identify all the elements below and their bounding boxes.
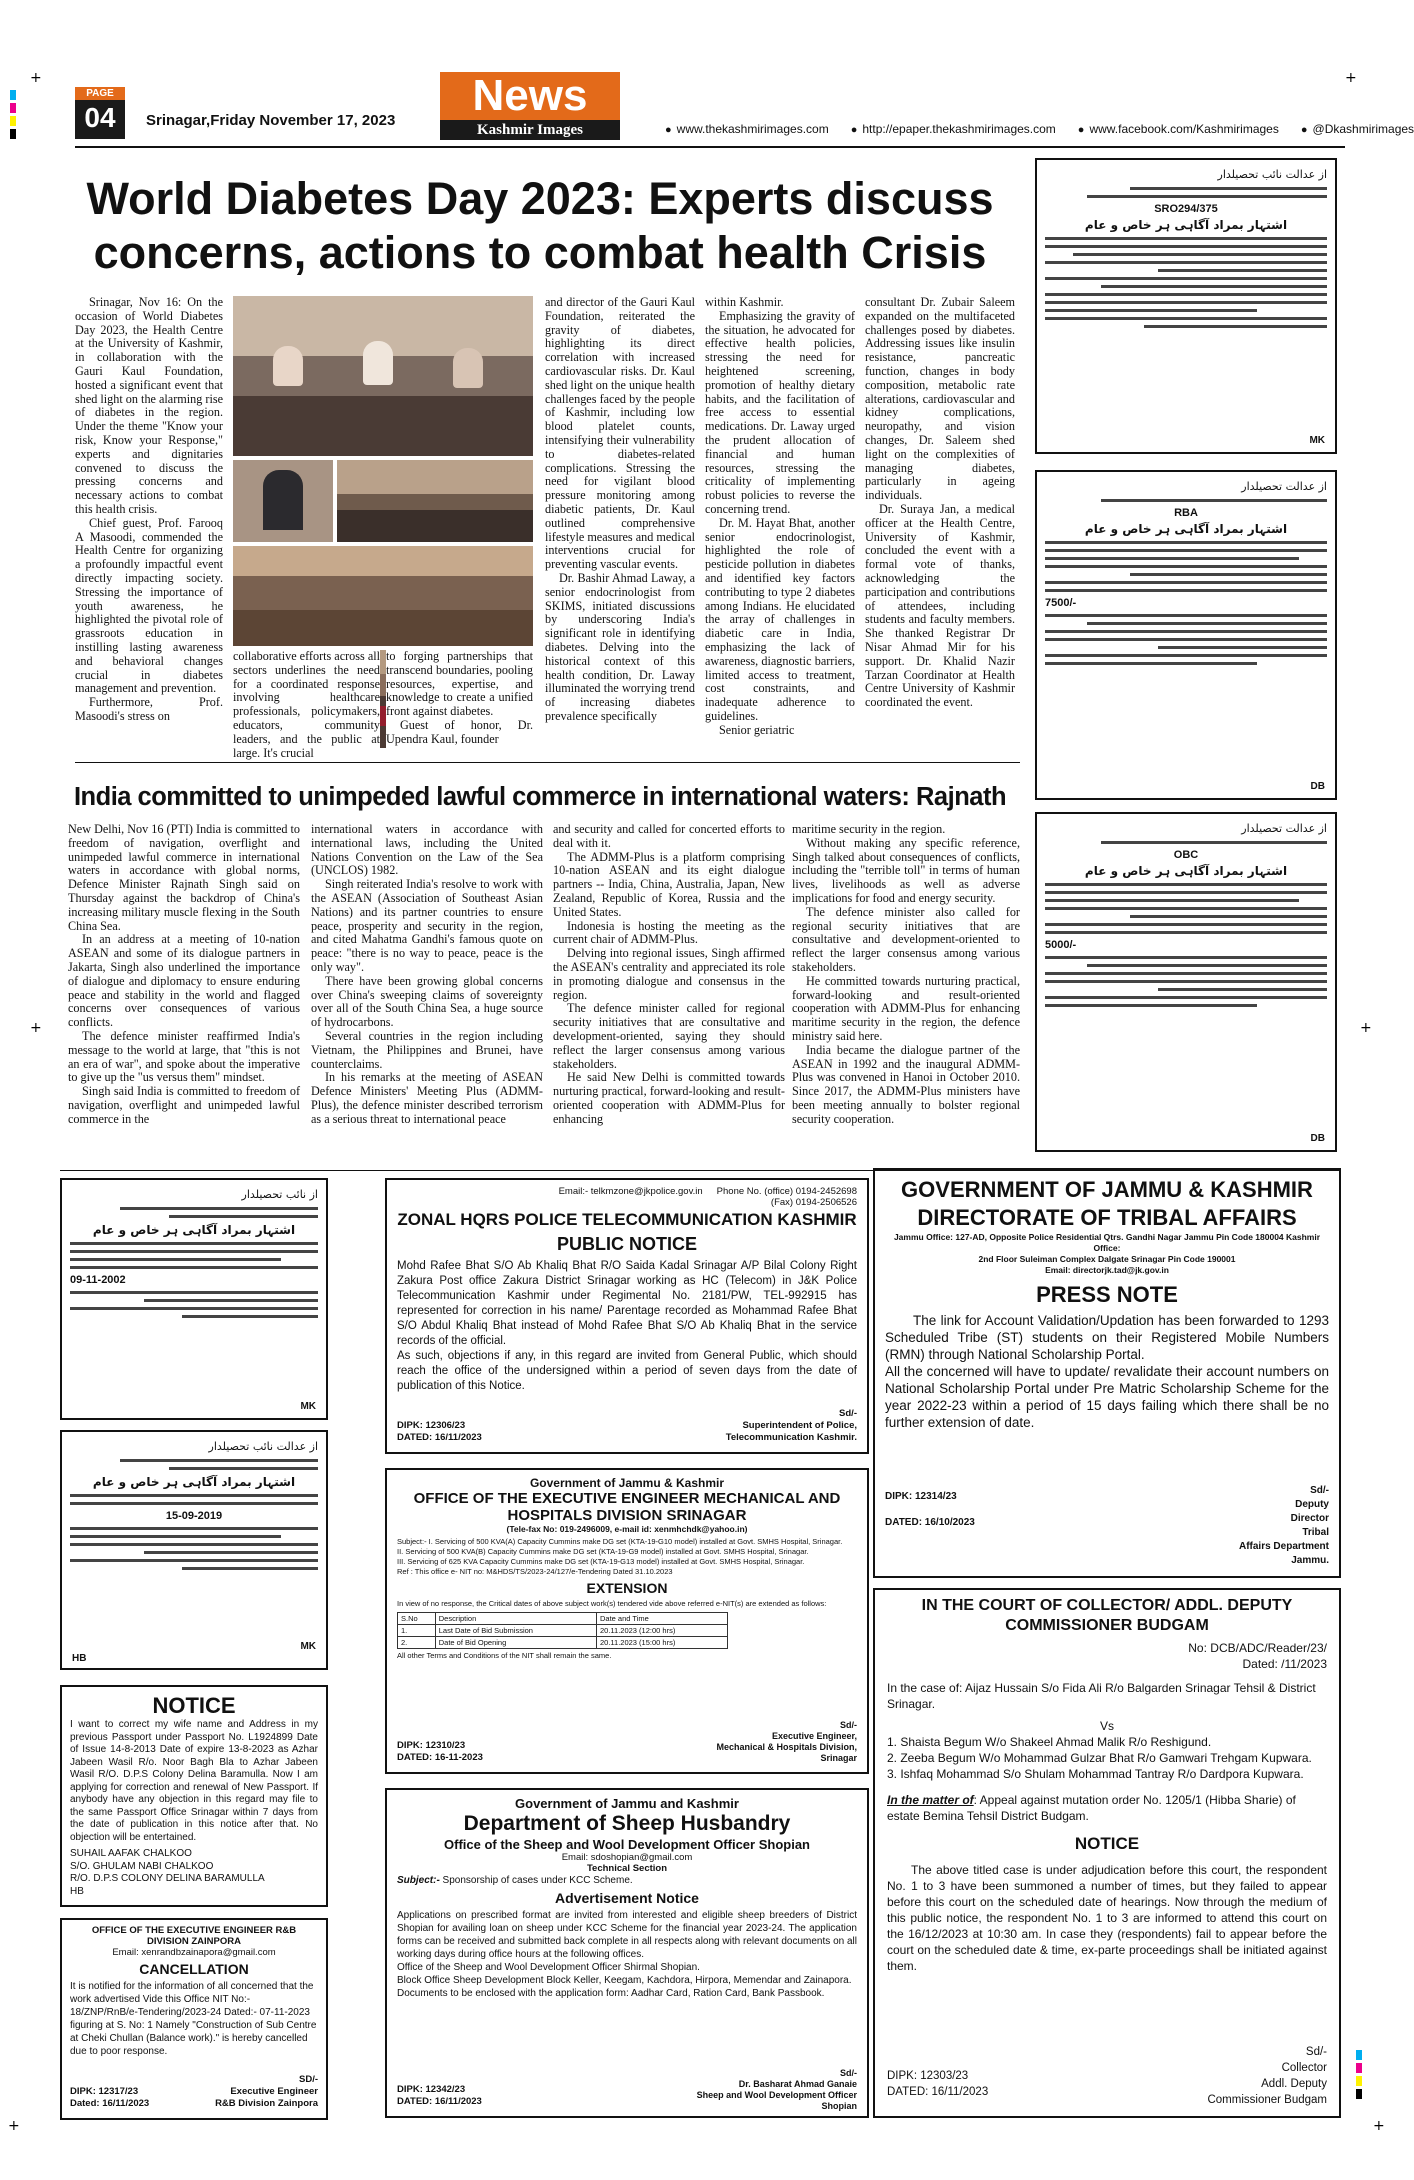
paragraph: Furthermore, Prof. Masoodi's stress on — [75, 695, 223, 723]
signature-block — [215, 2074, 318, 2110]
applicant-parent: S/O. GHULAM NABI CHALKOO — [70, 1860, 214, 1872]
ad-date: 09-11-2002 — [70, 1274, 126, 1286]
story1-column-6 — [865, 296, 1015, 748]
signature-line: Sd/- — [1310, 1485, 1329, 1496]
crop-mark: + — [8, 2118, 20, 2134]
respondent: 1. Shaista Begum W/o Shakeel Ahmad Malik R/o Reshigund. — [887, 1735, 1212, 1749]
ad-title: اشتہار بمراد آگاہی ہر خاص و عام — [1084, 864, 1288, 878]
crop-mark: + — [1360, 1020, 1372, 1036]
color-bar — [1356, 2050, 1362, 2099]
crop-mark: + — [1373, 2118, 1385, 2134]
paragraph: Guest of honor, Dr. Upendra Kaul, founder — [386, 717, 533, 746]
signature-line: Affairs Department — [1238, 1541, 1329, 1552]
paragraph: Singh reiterated India's resolve to work with the ASEAN (Association of Southeast Asian Nations) and its partner countries to ensure peace, prosperity and security in the region, and cited Mahatma Gandhi's famous quote on peace: "there is no way to peace, peace is the only way". — [311, 877, 543, 974]
notice-body: Office of the Sheep and Wool Development Officer Shirmal Shopian. — [397, 1962, 700, 1973]
crop-mark: + — [30, 70, 42, 86]
notice-subtitle: DIRECTORATE OF TRIBAL AFFAIRS — [917, 1205, 1297, 1230]
story1-column-2 — [233, 649, 380, 760]
urdu-heading: از نائب تحصیلدار — [241, 1188, 318, 1201]
table-header: S.No — [398, 1613, 436, 1625]
notice-body: All the concerned will have to update/ revalidate their account numbers on National Scholarship Portal under Pre Matric Scholarship Scheme for the year 2022-23 within a period of 15 days failing which there shall be no further extension of date. — [885, 1364, 1329, 1430]
table-row — [398, 1637, 728, 1649]
table-cell: Date of Bid Opening — [435, 1637, 596, 1649]
signature-line: Deputy — [1295, 1499, 1329, 1510]
notice-heading: Advertisement Notice — [555, 1890, 699, 1906]
office-address: Jammu Office: 127-AD, Opposite Police Residential Qtrs. Gandhi Nagar Jammu Pin Code 180004 Kashmir Office: — [893, 1232, 1321, 1253]
signature-line: SD/- — [299, 2074, 318, 2085]
tribal-affairs-press-note — [873, 1168, 1341, 1578]
crop-mark: + — [1345, 70, 1357, 86]
case-date: Dated: /11/2023 — [1242, 1657, 1327, 1671]
dipk-number: DIPK: 12314/23 — [885, 1491, 957, 1502]
ad-badge: RBA — [1174, 507, 1198, 519]
website-link[interactable]: ● www.thekashmirimages.com — [665, 122, 829, 136]
table-header-row — [398, 1613, 728, 1625]
signature-block — [697, 2068, 857, 2112]
office-email: Email:- telkmzone@jkpolice.gov.in — [558, 1186, 703, 1197]
paragraph: and security and called for concerted efforts to deal with it. — [553, 822, 785, 850]
table-cell: 1. — [398, 1625, 436, 1637]
table-header: Date and Time — [596, 1613, 727, 1625]
logo-title: News — [472, 71, 588, 120]
matter-line — [887, 1792, 1327, 1824]
signature-line: Addl. Deputy — [1261, 2078, 1327, 2090]
facebook-link[interactable]: ● www.facebook.com/Kashmirimages — [1078, 122, 1279, 136]
office-email: Email: directorjk.tad@jk.gov.in — [1045, 1265, 1169, 1275]
paragraph: India became the dialogue partner of the ASEAN in 1992 and the inaugural ADMM-Plus was convened in Hanoi in October 2010. Since 2017, the ADMM-Plus ministers have been meeting annually to bolster regional security cooperation. — [792, 1042, 1020, 1126]
ad-title: اشتہار بمراد آگاہی ہر خاص و عام — [1084, 218, 1288, 232]
dipk-date: DATED: 16/11/2023 — [397, 1432, 482, 1443]
paragraph: maritime security in the region. — [792, 822, 946, 836]
dipk-block — [397, 1740, 483, 1764]
dipk-date: DATED: 16-11-2023 — [397, 1752, 483, 1763]
paragraph: Chief guest, Prof. Farooq A Masoodi, commended the Health Centre for organizing a profoundly impactful event directly impacting society. Stressing the importance of youth awareness, he highlighted the pivotal role of grassroots education in instilling lasting awareness and behavioral changes crucial in diabetes management and prevention. — [75, 515, 223, 696]
office-address: 2nd Floor Suleiman Complex Dalgate Srinagar Pin Code 190001 — [978, 1254, 1236, 1264]
table-cell: 2. — [398, 1637, 436, 1649]
signature-line: Sheep and Wool Development Officer — [696, 2090, 857, 2100]
reference-line: Ref : This office e- NIT no: M&HDS/TS/2023-24/127/e-Tendering Dated 31.10.2023 — [397, 1567, 673, 1576]
story2-column-2 — [311, 823, 543, 1163]
signature-line: Tribal — [1302, 1527, 1329, 1538]
story2-column-3 — [553, 823, 785, 1163]
cancellation-notice — [60, 1918, 328, 2120]
ad-amount: 7500/- — [1045, 597, 1077, 609]
signature-line: Telecommunication Kashmir. — [725, 1432, 857, 1443]
paragraph: to forging partnerships that transcend boundaries, pooling resources, expertise, and knowledge to create a unified front against diabetes. — [386, 649, 533, 719]
notice-heading: EXTENSION — [586, 1580, 668, 1596]
notice-heading: PRESS NOTE — [1036, 1282, 1178, 1307]
dipk-block — [885, 1484, 975, 1536]
notice-title: Department of Sheep Husbandry — [463, 1812, 791, 1835]
dipk-number: DIPK: 12306/23 — [397, 1420, 466, 1431]
case-number: No: DCB/ADC/Reader/23/ — [1188, 1641, 1327, 1655]
ad-date: 15-09-2019 — [165, 1510, 223, 1522]
paragraph: There have been growing global concerns over China's sweeping claims of sovereignty over all of the South China Sea, a huge source of hydrocarbons. — [311, 973, 543, 1030]
event-photo — [337, 460, 533, 542]
signature-line: Director — [1290, 1513, 1329, 1524]
signature-block — [726, 1408, 857, 1444]
ad-tag: MK — [300, 1641, 316, 1652]
paragraph: In his remarks at the meeting of ASEAN Defence Ministers' Meeting Plus (ADMM-Plus), the defence minister described terrorism as a serious threat to international peace — [311, 1070, 543, 1126]
paragraph: consultant Dr. Zubair Saleem expanded on the multifaceted challenges posed by diabetes. Addressing issues like insulin resistance, pancreatic function, changes in body composition, metabolic rate alterations, cardiovascular and kidney complications, neuropathy, and vision changes, Dr. Saleem shed light on the complexities of managing diabetes, particularly in ageing individuals. — [865, 295, 1015, 503]
signature-line: Sd/- — [1305, 2046, 1327, 2058]
notice-intro: In view of no response, the Critical dates of above subject work(s) tendered vide above referred e-NIT(s) are extended as follows: — [397, 1599, 827, 1608]
notice-body: Block Office Sheep Development Block Keller, Keegam, Kachdora, Hirpora, Memendar and Zainapora. — [397, 1975, 852, 1986]
notice-body: I want to correct my wife name and Address in my previous Passport under Passport No. L1924899 Date of Issue 14-8-2013 Date of expire 13-8-2023 as Azhar Jabeen Wasil R/o. Noor Bagh Bla to Azhar Jabeen Wasil R/O. D.P.S Colony Delina Baramulla. Now I am applying for correction and renewal of New Passport. If anybody have any objection in this regard may file to the same Passport Office Srinagar within 7 days from the date of publication in this notice after that. No objection will be entertained. — [70, 1719, 318, 1843]
color-bar — [10, 90, 16, 139]
ad-tag: MK — [300, 1401, 316, 1412]
ad-tag: MK — [1309, 435, 1325, 446]
ad-tag: DB — [1310, 781, 1325, 792]
respondent: 3. Ishfaq Mohammad S/o Shulam Mohammad Tantray R/o Dardpora Kupwara. — [887, 1767, 1304, 1781]
dipk-number: DIPK: 12317/23 — [70, 2086, 139, 2097]
dipk-block — [887, 2068, 988, 2100]
urdu-heading: از عدالت نائب تحصیلدار — [1217, 168, 1327, 181]
extension-notice — [385, 1468, 869, 1774]
notice-title: GOVERNMENT OF JAMMU & KASHMIR — [901, 1177, 1313, 1202]
paragraph: Indonesia is hosting the meeting as the current chair of ADMM-Plus. — [553, 918, 785, 947]
signature-line: R&B Division Zainpora — [215, 2098, 318, 2109]
notice-body: The above titled case is under adjudication before this court, the respondent No. 1 to 3 have been summoned a number of times, but they failed to appear before this court on the scheduled date of hearings. Now through the medium of this public notice, the respondent No. 1 to 3 are informed to attend this court on the 16/12/2023 at 10:30 am. In case they (respondents) fail to appear before the court on the scheduled date & time, ex-parte proceedings shall be initiated against them. — [887, 1863, 1327, 1973]
signature-line: Dr. Basharat Ahmad Ganaie — [738, 2079, 857, 2089]
notice-subtitle: Office of the Sheep and Wool Development Officer Shopian — [444, 1837, 810, 1852]
signature-line: Shopian — [821, 2101, 857, 2111]
notice-body: Applications on prescribed format are invited from interested and eligible sheep breeders of District Shopian for availing loan on sheep under KCC Scheme for the financial year 2023-24. The application forms can be received and submitted back complete in all respects along with relevant documents on all working days during office hours at the following offices. — [397, 1910, 857, 1960]
urdu-heading: از عدالت تحصیلدار — [1241, 822, 1327, 835]
paragraph: He said New Delhi is committed towards nurturing practical, forward-looking and result-oriented cooperation with ADMM-Plus for enhancing — [553, 1070, 785, 1126]
dipk-number: DIPK: 12310/23 — [397, 1740, 466, 1751]
paragraph: Dr. M. Hayat Bhat, another senior endocrinologist, highlighted the role of pesticide pollution in diabetes and identified key factors contributing to type 2 diabetes among Indians. He elucidated the array of challenges in diabetic care in India, emphasizing the lack of awareness, diagnostic barriers, limited access to treatment, cost constraints, and inadequate adherence to guidelines. — [705, 515, 855, 723]
paragraph: The defence minister reaffirmed India's message to the world at large, that "this is not an era of war", and spoke about the imperative to give up the "us versus them" mindset. — [68, 1028, 300, 1085]
office-section: Technical Section — [586, 1863, 668, 1874]
notice-body: As such, objections if any, in this regard are invited from General Public, which should reach the office of the undersigned within a period of seven days from the date of publication of this Notice. — [397, 1350, 857, 1392]
logo-subtitle: Kashmir Images — [440, 120, 620, 140]
versus-label: Vs — [1099, 1719, 1114, 1733]
event-photo — [233, 460, 333, 542]
paragraph: collaborative efforts across all sectors underlines the need for a coordinated response involving healthcare professionals, policymakers, educators, community leaders, and the public at large. It's crucial — [233, 649, 380, 760]
story2-column-1 — [68, 823, 300, 1163]
table-row — [398, 1625, 728, 1637]
signature-line: Jammu. — [1291, 1555, 1329, 1566]
dipk-number: DIPK: 12342/23 — [397, 2084, 466, 2095]
paragraph: Srinagar, Nov 16: On the occasion of World Diabetes Day 2023, the Health Centre at the University of Kashmir, in collaboration with the Gauri Kaul Foundation, hosted a significant event that shed light on the alarming rise of diabetes in the region. Under the theme "Know your risk, Know your Response," experts and dignitaries convened to discuss the pressing concerns and necessary actions to combat this health crisis. — [75, 295, 223, 516]
paragraph: international waters in accordance with international laws, including the United Nations Convention on the Law of the Sea (UNCLOS) 1982. — [311, 822, 543, 878]
urdu-notice — [1035, 158, 1337, 454]
urdu-notice — [1035, 812, 1337, 1152]
notice-heading: PUBLIC NOTICE — [556, 1234, 697, 1254]
dipk-number: DIPK: 12303/23 — [887, 2070, 969, 2082]
notice-top: Government of Jammu and Kashmir — [515, 1796, 739, 1811]
signature-block — [716, 1720, 857, 1764]
subject-line: II. Servicing of 500 KVA(B) Capacity Cummins make DG set (KTA-19-G9 model) installed at Govt. SMHS Hospital, Srinagar. — [397, 1547, 809, 1556]
headline-line: World Diabetes Day 2023: Experts discuss — [86, 173, 994, 224]
story1-column-4 — [545, 296, 695, 748]
dates-table — [397, 1612, 728, 1649]
paragraph: and director of the Gauri Kaul Foundation, reiterated the gravity of diabetes, highlighting its direct correlation with increased cardiovascular risks. Dr. Kaul shed light on the unique health challenges faced by the people of Kashmir, including low blood platelet counts, intensifying their vulnerability to diabetes-related complications. Stressing the need for vigilant blood pressure monitoring among diabetic patients, Dr. Kaul outlined comprehensive lifestyle measures and medical interventions crucial for preventing vascular events. — [545, 295, 695, 572]
urdu-notice — [60, 1430, 328, 1670]
paragraph: Dr. Bashir Ahmad Laway, a senior endocrinologist from SKIMS, initiated discussions by underscoring India's significant role in identifying diabetes. Delving into the historical context of this health condition, Dr. Laway illuminated the worrying trend of increasing diabetes prevalence specifically — [545, 570, 695, 723]
epaper-link[interactable]: ● http://epaper.thekashmirimages.com — [851, 122, 1056, 136]
case-parties: In the case of: Aijaz Hussain S/o Fida Ali R/o Balgarden Srinagar Tehsil & District Srinagar. — [887, 1681, 1316, 1711]
office-email: Email: xenrandbzainapora@gmail.com — [112, 1947, 276, 1958]
table-cell: Last Date of Bid Submission — [435, 1625, 596, 1637]
police-public-notice — [385, 1178, 869, 1454]
ad-badge: OBC — [1173, 849, 1199, 861]
signature-line: Sd/- — [839, 1408, 857, 1419]
signature-block — [1207, 2044, 1327, 2108]
notice-title: ZONAL HQRS POLICE TELECOMMUNICATION KASHMIR — [397, 1210, 857, 1229]
ad-footer-tag: HB — [72, 1653, 87, 1664]
page-number-tag — [75, 87, 125, 139]
passport-notice — [60, 1685, 328, 1907]
urdu-notice — [60, 1178, 328, 1420]
group-photo — [233, 546, 533, 646]
dipk-date: DATED: 16/11/2023 — [397, 2096, 482, 2107]
notice-heading: NOTICE — [152, 1693, 236, 1718]
ad-tag: DB — [1310, 1133, 1325, 1144]
table-header: Description — [435, 1613, 596, 1625]
story2-column-4 — [792, 823, 1020, 1163]
signature-line: Executive Engineer — [230, 2086, 318, 2097]
respondent: 2. Zeeba Begum W/o Mohammad Gulzar Bhat R/o Gamwari Trehgam Kupwara. — [887, 1751, 1312, 1765]
notice-title: IN THE COURT OF COLLECTOR/ ADDL. DEPUTY COMMISSIONER BUDGAM — [921, 1597, 1293, 1634]
ad-tag: HB — [70, 1885, 84, 1897]
applicant-address: R/O. D.P.S COLONY DELINA BARAMULLA — [70, 1873, 265, 1884]
paragraph: Emphasizing the gravity of the situation, he advocated for effective health policies, stressing the need for heightened screening, promotion of healthy dietary habits, and the facilitation of free access to essential medications. Dr. Laway urged the prudent allocation of financial and human resources, stressing the criticality of implementing robust policies to reverse the concerning trend. — [705, 308, 855, 516]
signature-block — [1239, 1484, 1329, 1568]
signature-line: Mechanical & Hospitals Division, — [716, 1742, 857, 1752]
signature-line: Superintendent of Police, — [742, 1420, 857, 1431]
paragraph: The defence minister also called for regional security initiatives that are consultative and development-oriented to reflect the larger consensus among various stakeholders. — [792, 904, 1020, 974]
office-fax: (Fax) 0194-2506526 — [770, 1197, 857, 1208]
story1-column-5 — [705, 296, 855, 748]
office-email: Email: sdoshopian@gmail.com — [561, 1852, 693, 1863]
sheep-husbandry-notice — [385, 1788, 869, 2118]
notice-body: Documents to be enclosed with the application form: Aadhar Card, Ration Card, Bank Passbook. — [397, 1988, 825, 1999]
applicant-name: SUHAIL AAFAK CHALKOO — [70, 1848, 192, 1859]
newspaper-logo — [440, 72, 620, 140]
signature-line: Collector — [1281, 2062, 1327, 2074]
signature-line: Sd/- — [840, 1720, 857, 1730]
ad-amount: 5000/- — [1045, 939, 1077, 951]
office-title: OFFICE OF THE EXECUTIVE ENGINEER R&B DIVISION ZAINPORA — [91, 1925, 297, 1947]
paragraph: Senior geriatric — [719, 722, 795, 737]
headline-line: concerns, actions to combat health Crisis — [93, 227, 987, 278]
notice-footer: All other Terms and Conditions of the NIT shall remain the same. — [397, 1651, 612, 1660]
office-contact: (Tele-fax No: 019-2496009, e-mail id: xenmhchdk@yahoo.in) — [506, 1524, 748, 1534]
paragraph: within Kashmir. — [705, 295, 784, 309]
paragraph: In an address at a meeting of 10-nation ASEAN and some of its dialogue partners in Jakarta, Singh also underlined the importance of dialogue and diplomacy to ensure enduring peace and stability in the world and flagged concerns over consequences of various conflicts. — [68, 932, 300, 1030]
page-label: PAGE — [75, 87, 125, 100]
office-phone: Phone No. (office) 0194-2452698 — [716, 1186, 857, 1197]
notice-body: It is notified for the information of all concerned that the work advertised Vide this Office NIT No:- 18/ZNP/RnB/e-Tendering/2023-24 Dated:- 07-11-2023 figuring at S. No: 1 Namely "Construction of Sub Centre at Cheki Chullan (Balance work)." is hereby cancelled due to poor response. — [70, 1981, 317, 2057]
paragraph: The defence minister called for regional security initiatives that are consultative and development-oriented, saying they should reflect the larger consensus among various stakeholders. — [553, 1001, 785, 1071]
section-rule — [75, 762, 1020, 763]
masthead-rule — [75, 146, 1345, 148]
dipk-date: Dated: 16/11/2023 — [70, 2098, 150, 2109]
paragraph: He committed towards nurturing practical, forward-looking and result-oriented cooperation with ADMM-Plus for enhancing maritime security in the region, the defence ministry said here. — [792, 973, 1020, 1043]
signature-line: Sd/- — [840, 2068, 857, 2078]
dipk-date: DATED: 16/11/2023 — [887, 2086, 989, 2098]
signature-line: Executive Engineer, — [771, 1731, 857, 1741]
subject-label: Subject:- — [397, 1875, 440, 1886]
notice-heading: CANCELLATION — [139, 1961, 249, 1977]
notice-title: OFFICE OF THE EXECUTIVE ENGINEER MECHANICAL AND HOSPITALS DIVISION SRINAGAR — [413, 1490, 841, 1524]
page-number: 04 — [84, 102, 116, 133]
event-photo-panel — [233, 296, 533, 456]
dipk-date: DATED: 16/10/2023 — [885, 1517, 975, 1528]
matter-label: In the matter of — [887, 1793, 974, 1807]
dipk-block — [70, 2086, 149, 2110]
paragraph: New Delhi, Nov 16 (PTI) India is committed to freedom of navigation, overflight and unimpeded lawful commerce in international waters in accordance with global norms, Defence Minister Rajnath Singh said on Thursday against the backdrop of China's increasing military muscle flexing in the South China Sea. — [68, 822, 300, 933]
urdu-notice — [1035, 470, 1337, 800]
paragraph: Singh said India is committed to freedom of navigation, overflight and unimpeded lawful commerce in the — [68, 1084, 300, 1126]
ad-code: SRO294/375 — [1154, 203, 1218, 215]
table-cell: 20.11.2023 (12:00 hrs) — [596, 1625, 727, 1637]
subject-text: Sponsorship of cases under KCC Scheme. — [439, 1875, 633, 1886]
dateline: Srinagar,Friday November 17, 2023 — [146, 112, 396, 129]
subject-line: Subject:- I. Servicing of 500 KVA(A) Capacity Cummins make DG set (KTA-19-G10 model) installed at Govt. SMHS Hospital, Srinagar. — [397, 1537, 843, 1546]
subject-line — [397, 1874, 857, 1887]
paragraph: The ADMM-Plus is a platform comprising 10-nation ASEAN and its eight dialogue partners -- India, China, Australia, Japan, New Zealand, Republic of Korea, Russia and the United States. — [553, 849, 785, 919]
dipk-block — [397, 1420, 482, 1444]
subject-line: III. Servicing of 625 KVA Capacity Cummins make DG set (KTA-19-G13 model) installed at Govt. SMHS Hospital, Srinagar. — [397, 1557, 805, 1566]
paragraph: Delving into regional issues, Singh affirmed the ASEAN's centrality and appreciated its role in promoting dialogue and consensus in the region. — [553, 946, 785, 1002]
notice-body: Mohd Rafee Bhat S/O Ab Khaliq Bhat R/O Saida Kadal Srinagar A/P Bilal Colony Right Zakura Post office Zakura District Srinagar working as HC (Telecom) in J&K Police Telecommunication Kashmir under Regimental No. 2181/PW, TEL-992915 has represented for correction in his name/ Parentage recorded as Mohammad Rafee Bhat S/O Abdul Khaliq Bhat instead of Mohd Rafee Bhat S/O Ab Khaliq Bhat in the service records of the official. — [397, 1260, 857, 1347]
web-links — [665, 122, 1414, 136]
dipk-block — [397, 2084, 482, 2108]
twitter-link[interactable]: ● @Dkashmirimages — [1301, 122, 1414, 136]
urdu-heading: از عدالت تحصیلدار — [1241, 480, 1327, 493]
crop-mark: + — [30, 1020, 42, 1036]
signature-line: Srinagar — [820, 1753, 857, 1763]
court-notice — [873, 1588, 1341, 2118]
signature-line: Commissioner Budgam — [1207, 2094, 1327, 2106]
notice-body: The link for Account Validation/Updation has been forwarded to 1293 Scheduled Tribe (ST) students on their Registered Mobile Numbers (RMN) through National Scholarship Portal. — [885, 1313, 1329, 1362]
ad-title: اشتہار بمراد آگاہی ہر خاص و عام — [92, 1223, 296, 1237]
table-cell: 20.11.2023 (15:00 hrs) — [596, 1637, 727, 1649]
notice-top: Government of Jammu & Kashmir — [529, 1476, 725, 1490]
matter-text: : Appeal against mutation order No. 1205/1 (Hibba Sharie) of estate Bemina Tehsil District Budgam. — [887, 1793, 1296, 1823]
ad-title: اشتہار بمراد آگاہی ہر خاص و عام — [92, 1475, 296, 1489]
urdu-heading: از عدالت نائب تحصیلدار — [208, 1440, 318, 1453]
paragraph: Dr. Suraya Jan, a medical officer at the Health Centre, University of Kashmir, concluded the event with a formal vote of thanks, acknowledging the participation and contributions of attendees, including students and faculty members. She thanked Registrar Dr Nisar Ahmad Mir for his support. Dr. Khalid Nazir Tarzan Coordinator at Health Centre University of Kashmir coordinated the event. — [865, 501, 1015, 710]
story2-headline: India committed to unimpeded lawful commerce in international waters: Rajnath — [73, 783, 1007, 811]
paragraph: Without making any specific reference, Singh talked about consequences of conflicts, including the "terrible toll" in terms of human lives, livelihoods as well as adverse implications for food and energy security. — [792, 835, 1020, 905]
notice-heading: NOTICE — [1074, 1834, 1140, 1853]
story1-headline — [60, 172, 1020, 280]
story1-column-1 — [75, 296, 223, 748]
story1-column-3 — [386, 650, 533, 748]
ad-title: اشتہار بمراد آگاہی ہر خاص و عام — [1084, 522, 1288, 536]
paragraph: Several countries in the region including Vietnam, the Philippines and Brunei, have counterclaims. — [311, 1028, 543, 1071]
